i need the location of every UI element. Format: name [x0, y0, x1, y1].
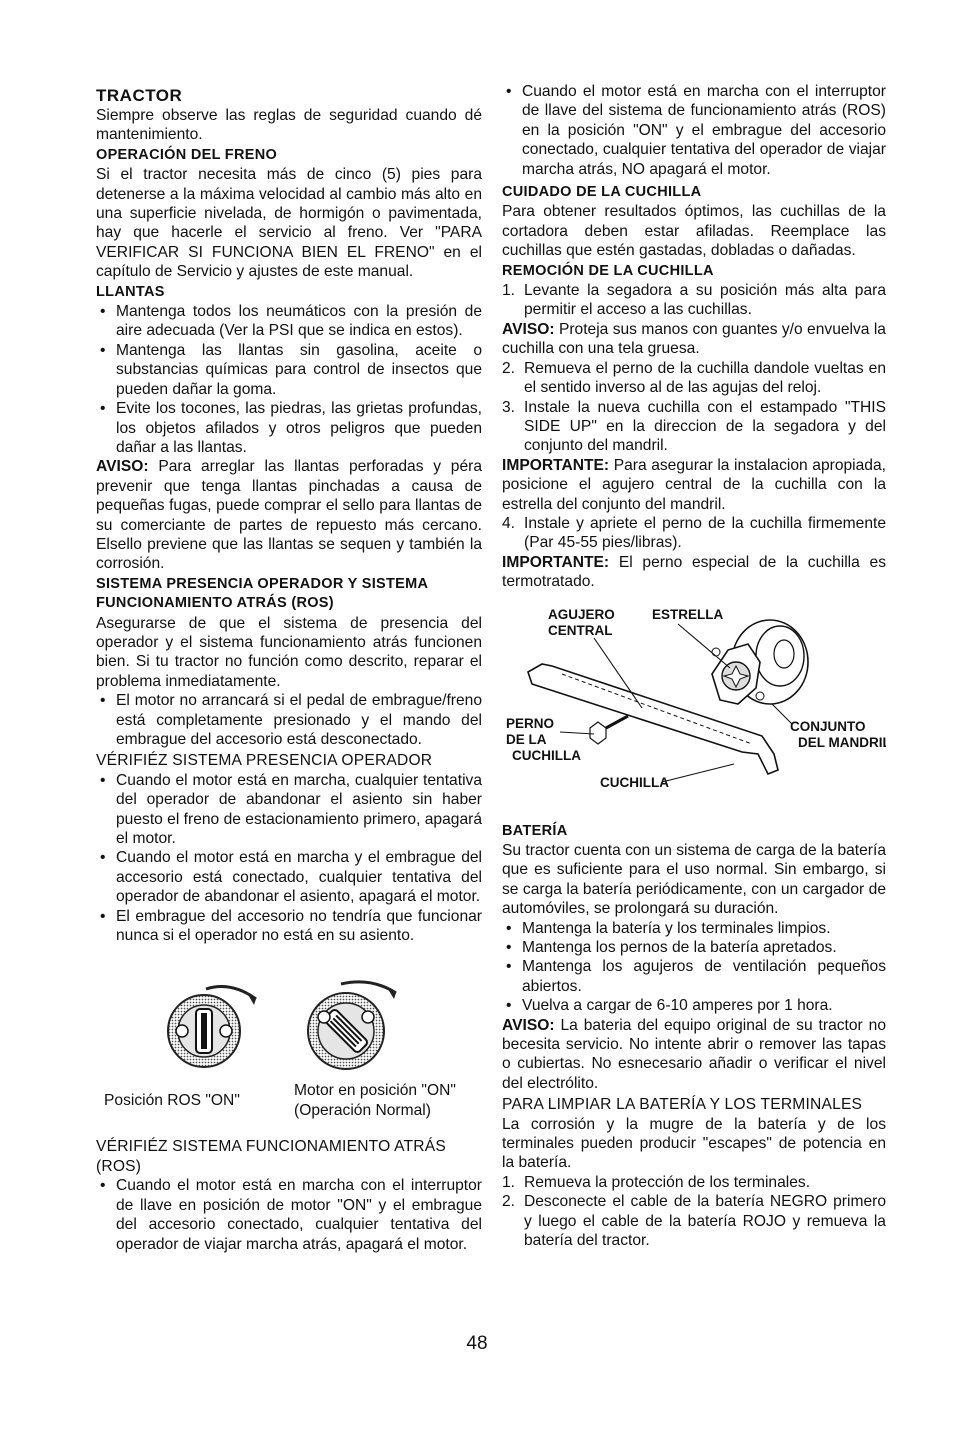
list-item: • Evite los tocones, las piedras, las grietas profundas, los objetos afilados y otros peligros que pueden dañar a las llantas. — [100, 400, 482, 456]
brake-heading: OPERACIÓN DEL FRENO — [96, 146, 278, 163]
verify-ros-heading: VÉRIFIÉZ SISTEMA FUNCIONAMIENTO ATRÁS (ROS) — [96, 1138, 446, 1175]
key-switch-illustration — [96, 959, 482, 1079]
ros-paragraph: Asegurarse de que el sistema de presencia del operador y el sistema funcionamiento atrás funcionen bien. Si tu tractor no función como descrito, reparar el problema inmediatamente. — [96, 614, 482, 690]
list-item: 1. Levante la segadora a su posición más alta para permitir el acceso a las cuchillas. — [502, 282, 886, 319]
list-item: • Mantenga los agujeros de ventilación pequeños abiertos. — [506, 958, 886, 995]
battery-heading: BATERÍA — [502, 822, 568, 839]
important-label: IMPORTANTE: — [502, 456, 610, 474]
spindle-assembly-icon — [712, 620, 808, 704]
blade-diagram — [502, 604, 886, 804]
label-estrella: ESTRELLA — [652, 606, 724, 622]
list-item: 3. Instale la nueva cuchilla con el estampado "THIS SIDE UP" en la direccion de la segadora y del conjunto del mandril. — [502, 398, 886, 455]
caption-ros-on: Posición ROS "ON" — [104, 1092, 240, 1110]
tractor-heading: TRACTOR — [96, 86, 183, 105]
label-perno-3: CUCHILLA — [512, 747, 581, 763]
blade-care-heading: CUIDADO DE LA CUCHILLA — [502, 184, 702, 201]
list-item: 2. Remueva el perno de la cuchilla dandole vueltas en el sentido inverso al de las agujas del reloj. — [502, 359, 886, 397]
list-item: • El motor no arrancará si el pedal de embrague/freno está completamente presionado y el mando del embrague del accesorio está desconectado. — [100, 692, 482, 748]
key-switch-figure — [96, 959, 482, 1079]
list-item: 1. Remueva la protección de los terminales. — [502, 1173, 811, 1191]
ros-heading: SISTEMA PRESENCIA OPERADOR Y SISTEMA FUNCIONAMIENTO ATRÁS (ROS) — [96, 575, 428, 612]
right-column — [502, 82, 886, 1251]
notice-label: AVISO: — [502, 320, 555, 338]
list-item: • Vuelva a cargar de 6-10 amperes por 1 hora. — [506, 997, 833, 1015]
list-item: • Cuando el motor está en marcha, cualquier tentativa del operador de abandonar el asiento sin haber puesto el freno de estacionamiento primero, apagará el motor. — [100, 771, 482, 848]
label-cuchilla: CUCHILLA — [600, 774, 669, 790]
list-item: • Mantenga todos los neumáticos con la presión de aire adecuada (Ver la PSI que se indica en estos). — [100, 303, 482, 340]
list-item: • Cuando el motor está en marcha con el interruptor de llave del sistema de funcionamiento atrás (ROS) en la posición "ON" y el embrague del accesorio conectado, cualquier tentativa del operador de viajar marcha atrás, NO apagará el motor. — [506, 83, 886, 178]
key-switch-ros-on-icon — [168, 987, 256, 1067]
caption-motor-on-line1: Motor en posición "ON" — [294, 1082, 456, 1100]
important-note-2: IMPORTANTE: El perno especial de la cuchilla es termotratado. — [502, 553, 886, 591]
blade-removal-heading: REMOCIÓN DE LA CUCHILLA — [502, 262, 714, 279]
label-agujero-central-1: AGUJERO — [548, 606, 615, 622]
clean-battery-paragraph: La corrosión y la mugre de la batería y de los terminales pueden producir "escapes" de potencia en la batería. — [502, 1115, 886, 1172]
tires-notice: AVISO: Para arreglar las llantas perforadas y péra prevenir que tenga llantas pinchadas a causa de pequeñas fugas, puede comprar el sello para llantas de su comerciante de partes de repuesto más cercano. Elsello previene que las llantas se sequen y también la corrosión. — [96, 458, 482, 573]
list-item: • El embrague del accesorio no tendría que funcionar nunca si el operador no está en su asiento. — [100, 907, 482, 945]
brake-paragraph: Si el tractor necesita más de cinco (5) pies para detenerse a la máxima velocidad al cambio más alto en una superficie nivelada, de hormigón o pavimentada, hay que hacerle el servicio al freno. Ver "PARA VERIFICAR SI FUNCIONA BIEN EL FRENO" en el capítulo de Servicio y ajustes de este manual. — [96, 166, 482, 281]
list-item: • Mantenga los pernos de la batería apretados. — [506, 939, 837, 956]
important-label: IMPORTANTE: — [502, 553, 610, 571]
notice-label: AVISO: — [96, 458, 149, 476]
left-column — [96, 82, 482, 1254]
figure-captions — [96, 1081, 482, 1125]
blade-notice: AVISO: Proteja sus manos con guantes y/o envuelva la cuchilla con una tela gruesa. — [502, 320, 886, 358]
important-note-1: IMPORTANTE: Para asegurar la instalacion apropiada, posicione el agujero central de la cuchilla con la estrella del conjunto del mandril. — [502, 456, 886, 513]
list-item: • Mantenga la batería y los terminales limpios. — [506, 919, 831, 937]
list-item: 4. Instale y apriete el perno de la cuchilla firmemente (Par 45-55 pies/libras). — [502, 514, 886, 552]
list-item: • Mantenga las llantas sin gasolina, aceite o substancias químicas para control de insectos que pueden dañar la goma. — [100, 341, 482, 398]
page-number: 48 — [466, 1333, 488, 1354]
verify-presence-list — [96, 771, 482, 946]
list-item: • Cuando el motor está en marcha y el embrague del accesorio está conectado, cualquier tentativa del operador de abandonar el asiento, apagará el motor. — [100, 849, 482, 906]
label-perno-2: DE LA — [506, 731, 547, 747]
list-item: • Cuando el motor está en marcha con el interruptor de llave en posición de motor "ON" y el embrague del accesorio conectado, cualquier tentativa del operador de viajar marcha atrás, apagará el motor. — [100, 1177, 482, 1253]
notice-label: AVISO: — [502, 1016, 555, 1034]
label-conjunto-2: DEL MANDRIL — [798, 734, 886, 750]
tires-bullet-list — [96, 302, 482, 457]
caption-motor-on-line2: (Operación Normal) — [294, 1102, 431, 1120]
key-switch-motor-on-icon — [308, 982, 396, 1069]
blade-bolt-icon — [590, 716, 628, 744]
blade-care-paragraph: Para obtener resultados óptimos, las cuchillas de la cortadora deben estar afiladas. Reemplace las cuchillas que estén gastadas, dobladas o dañadas. — [502, 203, 886, 260]
label-perno-1: PERNO — [506, 715, 555, 731]
blade-assembly-illustration — [502, 604, 886, 804]
label-agujero-central-2: CENTRAL — [548, 622, 613, 638]
battery-bullet-list — [502, 919, 886, 1016]
tires-heading: LLANTAS — [96, 283, 165, 300]
battery-paragraph: Su tractor cuenta con un sistema de carga de la batería que es suficiente para el uso normal. Sin embargo, si se carga la batería periódicamente, con un cargador de automóviles, se prolongará su duración. — [502, 841, 887, 918]
tractor-intro: Siempre observe las reglas de seguridad cuando dé mantenimiento. — [96, 107, 482, 144]
label-conjunto-1: CONJUNTO — [790, 718, 866, 734]
battery-notice: AVISO: La bateria del equipo original de su tractor no becesita servicio. No intente abrir o remover las tapas o cubiertas. No esnecesario añadir o verificar el nivel del electrólito. — [502, 1016, 886, 1092]
list-item: 2. Desconecte el cable de la batería NEGRO primero y luego el cable de la batería ROJO y remueva la batería del tractor. — [502, 1193, 886, 1250]
clean-battery-heading: PARA LIMPIAR LA BATERÍA Y LOS TERMINALES — [502, 1096, 863, 1114]
verify-presence-heading: VÉRIFIÉZ SISTEMA PRESENCIA OPERADOR — [96, 752, 433, 770]
